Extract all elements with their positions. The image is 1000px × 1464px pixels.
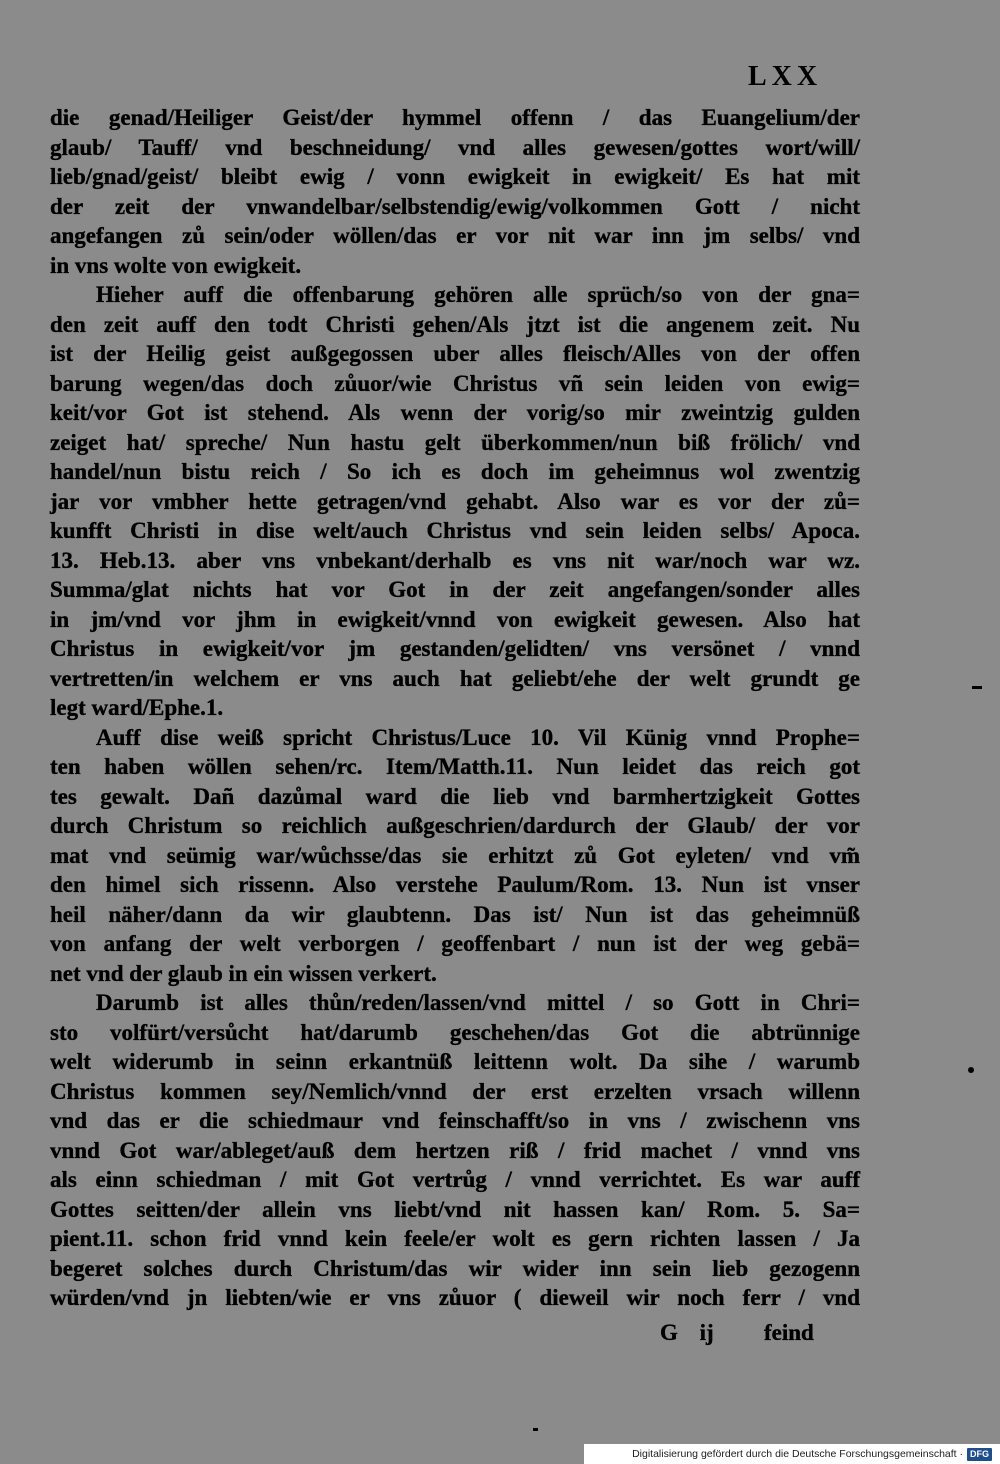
text-line: net vnd der glaub in ein wissen verkert. <box>50 960 437 986</box>
text-line: der zeit der vnwandelbar/selbstendig/ewig/volkommen Gott / nicht <box>50 193 860 219</box>
signature-mark: G ij <box>660 1320 714 1345</box>
text-line: in jm/vnd vor jhm in ewigkeit/vnnd von ewigkeit gewesen. Also hat <box>50 606 860 632</box>
text-line: Christus in ewigkeit/vor jm gestanden/gelidten/ vns versönet / vnnd <box>50 636 860 661</box>
text-line: Hieher auff die offenbarung gehören alle sprüch/so von der gna= <box>96 282 860 307</box>
paragraph <box>50 988 860 1313</box>
text-line: sto volfürt/versůcht hat/darumb geschehen/das Got die abtrünnige <box>50 1019 860 1045</box>
text-line: angefangen zů sein/oder wöllen/das er vor nit war inn jm selbs/ vnd <box>50 223 860 248</box>
text-line: 13. Heb.13. aber vns vnbekant/derhalb es vns nit war/noch war wz. <box>50 547 860 573</box>
text-line: würden/vnd jn liebten/wie er vns zůuor ( dieweil wir noch ferr / vnd <box>50 1285 860 1310</box>
text-line: von anfang der welt verborgen / geoffenbart / nun ist der weg gebä= <box>50 931 860 956</box>
text-line: tes gewalt. Dañ dazůmal ward die lieb vnd barmhertzigkeit Gottes <box>50 783 860 809</box>
paragraph <box>50 103 860 280</box>
scan-speck <box>972 686 982 689</box>
text-line: die genad/Heiliger Geist/der hymmel offenn / das Euangelium/der <box>50 105 860 130</box>
paragraph <box>50 723 860 989</box>
text-line: ist der Heilig geist außgegossen uber alles fleisch/Alles von der offen <box>50 341 860 366</box>
text-line: Christus kommen sey/Nemlich/vnnd der erst erzelten vrsach willenn <box>50 1078 860 1104</box>
text-line: mat vnd seümig war/wůchsse/das sie erhitzt zů Got eyleten/ vnd vm̃ <box>50 842 860 868</box>
digitization-credit <box>584 1444 1000 1464</box>
text-line: Summa/glat nichts hat vor Got in der zeit angefangen/sonder alles <box>50 577 860 602</box>
text-line: handel/nun bistu reich / So ich es doch im geheimnus wol zwentzig <box>50 459 860 484</box>
credit-text: Digitalisierung gefördert durch die Deutsche Forschungsgemeinschaft · <box>632 1448 963 1460</box>
text-line: jar vor vmbher hette getragen/vnd gehabt. Also war es vor der zů= <box>50 488 860 514</box>
folio-number: LXX <box>748 61 823 92</box>
text-block <box>50 103 860 1313</box>
dfg-logo: DFG <box>967 1448 992 1461</box>
text-line: Gottes seitten/der allein vns liebt/vnd nit hassen kan/ Rom. 5. Sa= <box>50 1196 860 1222</box>
text-line: vnnd Got war/ableget/auß dem hertzen riß / frid machet / vnnd vns <box>50 1137 860 1163</box>
text-line: legt ward/Ephe.1. <box>50 695 224 720</box>
text-line: welt widerumb in seinn erkantnüß leittenn wolt. Da sihe / warumb <box>50 1049 860 1074</box>
text-line: ten haben wöllen sehen/rc. Item/Matth.11. Nun leidet das reich got <box>50 754 860 779</box>
text-line: durch Christum so reichlich außgeschrien/dardurch der Glaub/ der vor <box>50 813 860 838</box>
text-line: als einn schiedman / mit Got vertrůg / vnnd verrichtet. Es war auff <box>50 1167 860 1192</box>
text-line: Darumb ist alles thůn/reden/lassen/vnd mittel / so Gott in Chri= <box>96 990 860 1015</box>
scan-speck <box>968 1067 974 1073</box>
text-line: den himel sich rissenn. Also verstehe Paulum/Rom. 13. Nun ist vnser <box>50 872 860 897</box>
text-line: vertretten/in welchem er vns auch hat geliebt/ehe der welt grundt ge <box>50 665 860 691</box>
paragraph <box>50 280 860 723</box>
text-line: in vns wolte von ewigkeit. <box>50 252 302 278</box>
text-line: lieb/gnad/geist/ bleibt ewig / vonn ewigkeit in ewigkeit/ Es hat mit <box>50 164 860 189</box>
text-line: zeiget hat/ spreche/ Nun hastu gelt überkommen/nun biß frölich/ vnd <box>50 429 860 455</box>
text-line: barung wegen/das doch zůuor/wie Christus vñ sein leiden von ewig= <box>50 370 860 396</box>
text-line: heil näher/dann da wir glaubtenn. Das ist/ Nun ist das geheimnüß <box>50 901 860 927</box>
text-line: begeret solches durch Christum/das wir wider inn sein lieb gezogenn <box>50 1255 860 1281</box>
text-line: vnd das er die schiedmaur vnd feinschafft/so in vns / zwischenn vns <box>50 1108 860 1133</box>
text-line: Auff dise weiß spricht Christus/Luce 10. Vil Künig vnnd Prophe= <box>96 724 860 750</box>
text-line: den zeit auff den todt Christi gehen/Als jtzt ist die angenem zeit. Nu <box>50 311 860 337</box>
text-line: keit/vor Got ist stehend. Als wenn der vorig/so mir zweintzig gulden <box>50 400 860 425</box>
catchword: feind <box>764 1320 814 1345</box>
scan-speck <box>533 1428 538 1431</box>
text-line: glaub/ Tauff/ vnd beschneidung/ vnd alles gewesen/gottes wort/will/ <box>50 134 860 160</box>
text-line: kunfft Christi in dise welt/auch Christus vnd sein leiden selbs/ Apoca. <box>50 518 860 543</box>
text-line: pient.11. schon frid vnnd kein feele/er wolt es gern richten lassen / Ja <box>50 1226 860 1251</box>
